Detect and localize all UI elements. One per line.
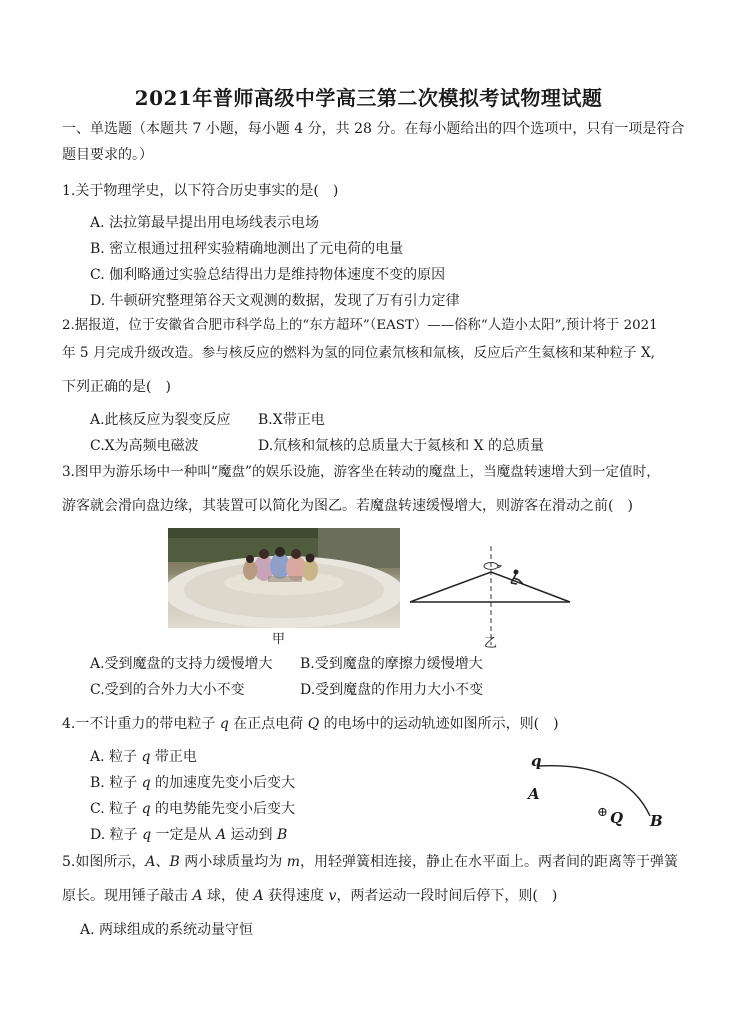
figure-b-caption: 乙	[484, 636, 498, 651]
trajectory-label-charge-q: Q	[610, 809, 624, 827]
question-4-option-d: D. 粒子 q 一定是从 A 运动到 B	[90, 827, 288, 843]
trajectory-label-q: q	[531, 752, 542, 770]
question-2-option-a: A.此核反应为裂变反应	[90, 412, 231, 428]
trajectory-label-a: A	[528, 785, 540, 803]
section-instructions-line1: 一、单选题（本题共 7 小题，每小题 4 分，共 28 分。在每小题给出的四个选项中，只有一项是符合	[62, 121, 685, 137]
question-3-option-b: B.受到魔盘的摩擦力缓慢增大	[300, 656, 483, 672]
magic-disc-photo	[168, 528, 400, 628]
question-1-option-c: C. 伽利略通过实验总结得出力是维持物体速度不变的原因	[90, 267, 446, 283]
section-instructions-line2: 题目要求的。）	[62, 147, 153, 163]
question-5-stem-line2: 原长。现用锤子敲击 A 球，使 A 获得速度 v，两者运动一段时间后停下，则( )	[62, 888, 558, 904]
question-1-stem: 1.关于物理学史，以下符合历史事实的是( )	[62, 183, 339, 199]
question-4-option-c: C. 粒子 q 的电势能先变小后变大	[90, 801, 295, 817]
question-4-option-a: A. 粒子 q 带正电	[90, 749, 197, 765]
question-2-stem-line2: 年 5 月完成升级改造。参与核反应的燃料为氢的同位素氘核和氚核，反应后产生氦核和某种粒子 X,	[62, 345, 655, 361]
question-3-stem-line1: 3.图甲为游乐场中一种叫“魔盘”的娱乐设施，游客坐在转动的魔盘上，当魔盘转速增大到一定值时，	[62, 464, 660, 480]
figure-a-caption: 甲	[272, 632, 286, 647]
question-4-stem: 4.一不计重力的带电粒子 q 在正点电荷 Q 的电场中的运动轨迹如图所示，则( )	[62, 716, 559, 732]
positive-charge-icon: ⊕	[597, 805, 608, 820]
question-2-option-c: C.X为高频电磁波	[90, 438, 199, 454]
question-1-option-d: D. 牛顿研究整理第谷天文观测的数据，发现了万有引力定律	[90, 293, 460, 309]
question-3-option-c: C.受到的合外力大小不变	[90, 682, 245, 698]
question-5-stem-line1: 5.如图所示，A、B 两小球质量均为 m，用轻弹簧相连接，静止在水平面上。两者间的距离等于弹簧	[62, 854, 678, 870]
question-3-stem-line2: 游客就会滑向盘边缘，其装置可以简化为图乙。若魔盘转速缓慢增大，则游客在滑动之前( )	[62, 498, 633, 514]
question-5-option-a: A. 两球组成的系统动量守恒	[80, 922, 254, 938]
trajectory-label-b: B	[650, 812, 663, 830]
question-4-option-b: B. 粒子 q 的加速度先变小后变大	[90, 775, 296, 791]
question-2-option-d: D.氘核和氚核的总质量大于氦核和 X 的总质量	[258, 438, 545, 454]
page-title: 2021年普师高级中学高三第二次模拟考试物理试题	[134, 86, 603, 110]
question-3-option-d: D.受到魔盘的作用力大小不变	[300, 682, 484, 698]
question-1-option-a: A. 法拉第最早提出用电场线表示电场	[90, 215, 320, 231]
question-1-option-b: B. 密立根通过扭秤实验精确地测出了元电荷的电量	[90, 241, 404, 257]
question-2-option-b: B.X带正电	[258, 412, 325, 428]
question-3-option-a: A.受到魔盘的支持力缓慢增大	[90, 656, 273, 672]
question-2-stem-line3: 下列正确的是( )	[62, 379, 171, 395]
question-2-stem-line1: 2.据报道，位于安徽省合肥市科学岛上的“东方超环”（EAST）——俗称“人造小太阳”,预计将于 2021	[62, 318, 658, 333]
